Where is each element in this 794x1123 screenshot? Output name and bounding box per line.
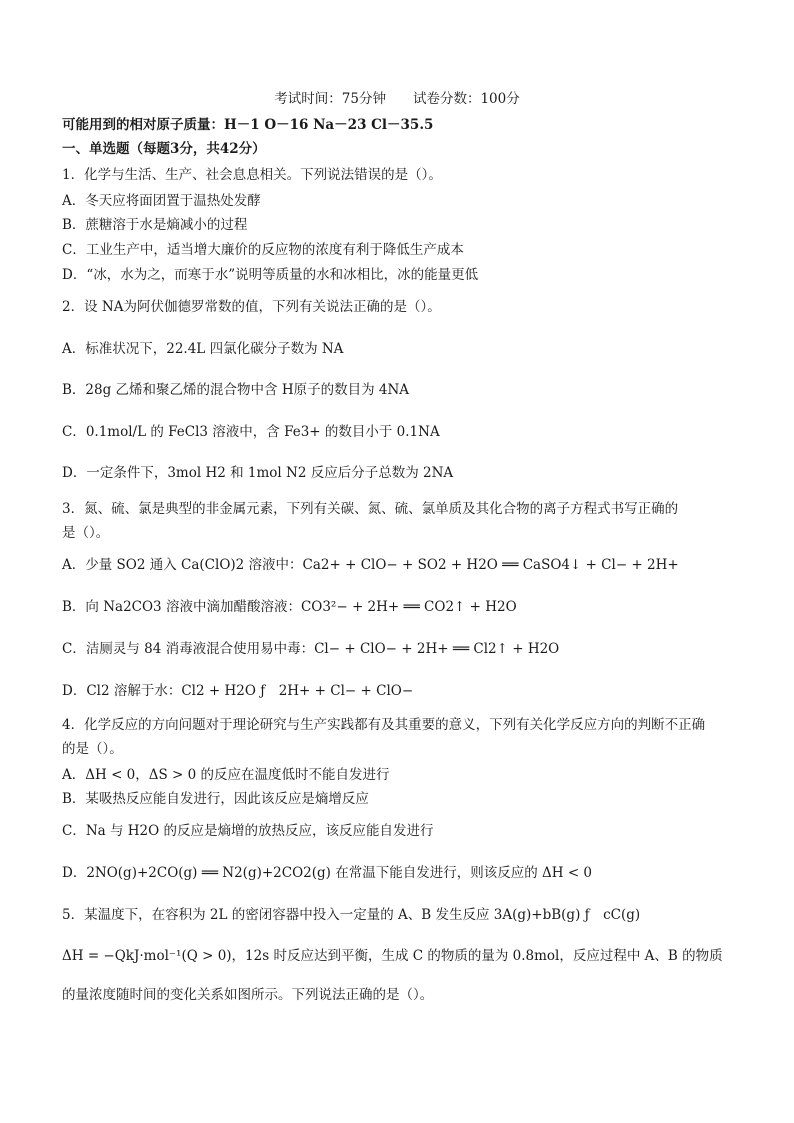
q1-option-c: C．工业生产中，适当增大廉价的反应物的浓度有利于降低生产成本 [62,242,464,258]
q1-option-b: B．蔗糖溶于水是熵减小的过程 [62,217,248,233]
q4-option-a: A．ΔH < 0，ΔS > 0 的反应在温度低时不能自发进行 [62,767,390,783]
q3-option-b: B．向 Na2CO3 溶液中滴加醋酸溶液：CO3²− + 2H+ ══ CO2↑ + H2O [62,599,517,615]
question-4-stem: 4．化学反应的方向问题对于理论研究与生产实践都有及其重要的意义，下列有关化学反应方向的判断不正确 [62,717,706,733]
question-3-stem: 3．氮、硫、氯是典型的非金属元素，下列有关碳、氮、硫、氯单质及其化合物的离子方程式书写正确的 [62,501,679,517]
question-5-stem: 5．某温度下，在容积为 2L 的密闭容器中投入一定量的 A、B 发生反应 3A(g)+bB(g) ƒ cC(g) [62,907,641,923]
q3-option-a: A．少量 SO2 通入 Ca(ClO)2 溶液中：Ca2+ + ClO− + SO2 + H2O ══ CaSO4↓ + Cl− + 2H+ [62,557,679,573]
q2-option-c: C．0.1mol/L 的 FeCl3 溶液中，含 Fe3+ 的数目小于 0.1NA [62,424,440,440]
q2-option-d: D．一定条件下，3mol H2 和 1mol N2 反应后分子总数为 2NA [62,465,454,481]
q4-option-c: C．Na 与 H2O 的反应是熵增的放热反应，该反应能自发进行 [62,823,434,839]
q1-option-d: D．“冰，水为之，而寒于水”说明等质量的水和冰相比，冰的能量更低 [62,267,479,283]
q3-option-d: D．Cl2 溶解于水：Cl2 + H2O ƒ 2H+ + Cl− + ClO− [62,683,414,699]
exam-time-header: 考试时间：75分钟 试卷分数：100分 [274,91,520,107]
q2-option-b: B．28g 乙烯和聚乙烯的混合物中含 H原子的数目为 4NA [62,382,410,398]
q2-option-a: A．标准状况下，22.4L 四氯化碳分子数为 NA [62,341,344,357]
question-2-stem: 2．设 NA为阿伏伽德罗常数的值，下列有关说法正确的是（）。 [62,299,441,315]
atomic-mass-line: 可能用到的相对原子质量：H－1 O－16 Na－23 Cl－35.5 [62,117,434,133]
question-5-stem-cont2: 的量浓度随时间的变化关系如图所示。下列说法正确的是（）。 [62,987,434,1003]
q1-option-a: A．冬天应将面团置于温热处发酵 [62,193,261,209]
section-title: 一、单选题（每题3分，共42分） [62,141,266,157]
q4-option-d: D．2NO(g)+2CO(g) ══ N2(g)+2CO2(g) 在常温下能自发进行，则该反应的 ΔH < 0 [62,865,593,881]
question-5-stem-cont: ΔH = −QkJ·mol⁻¹(Q > 0)，12s 时反应达到平衡，生成 C 的物质的量为 0.8mol，反应过程中 A、B 的物质 [62,948,723,964]
q3-option-c: C．洁厕灵与 84 消毒液混合使用易中毒：Cl− + ClO− + 2H+ ══ Cl2↑ + H2O [62,641,560,657]
q4-option-b: B．某吸热反应能自发进行，因此该反应是熵增反应 [62,791,369,807]
question-4-stem-cont: 的是（）。 [62,741,123,757]
question-1-stem: 1．化学与生活、生产、社会息息相关。下列说法错误的是（）。 [62,167,442,183]
question-3-stem-cont: 是（）。 [62,525,110,541]
